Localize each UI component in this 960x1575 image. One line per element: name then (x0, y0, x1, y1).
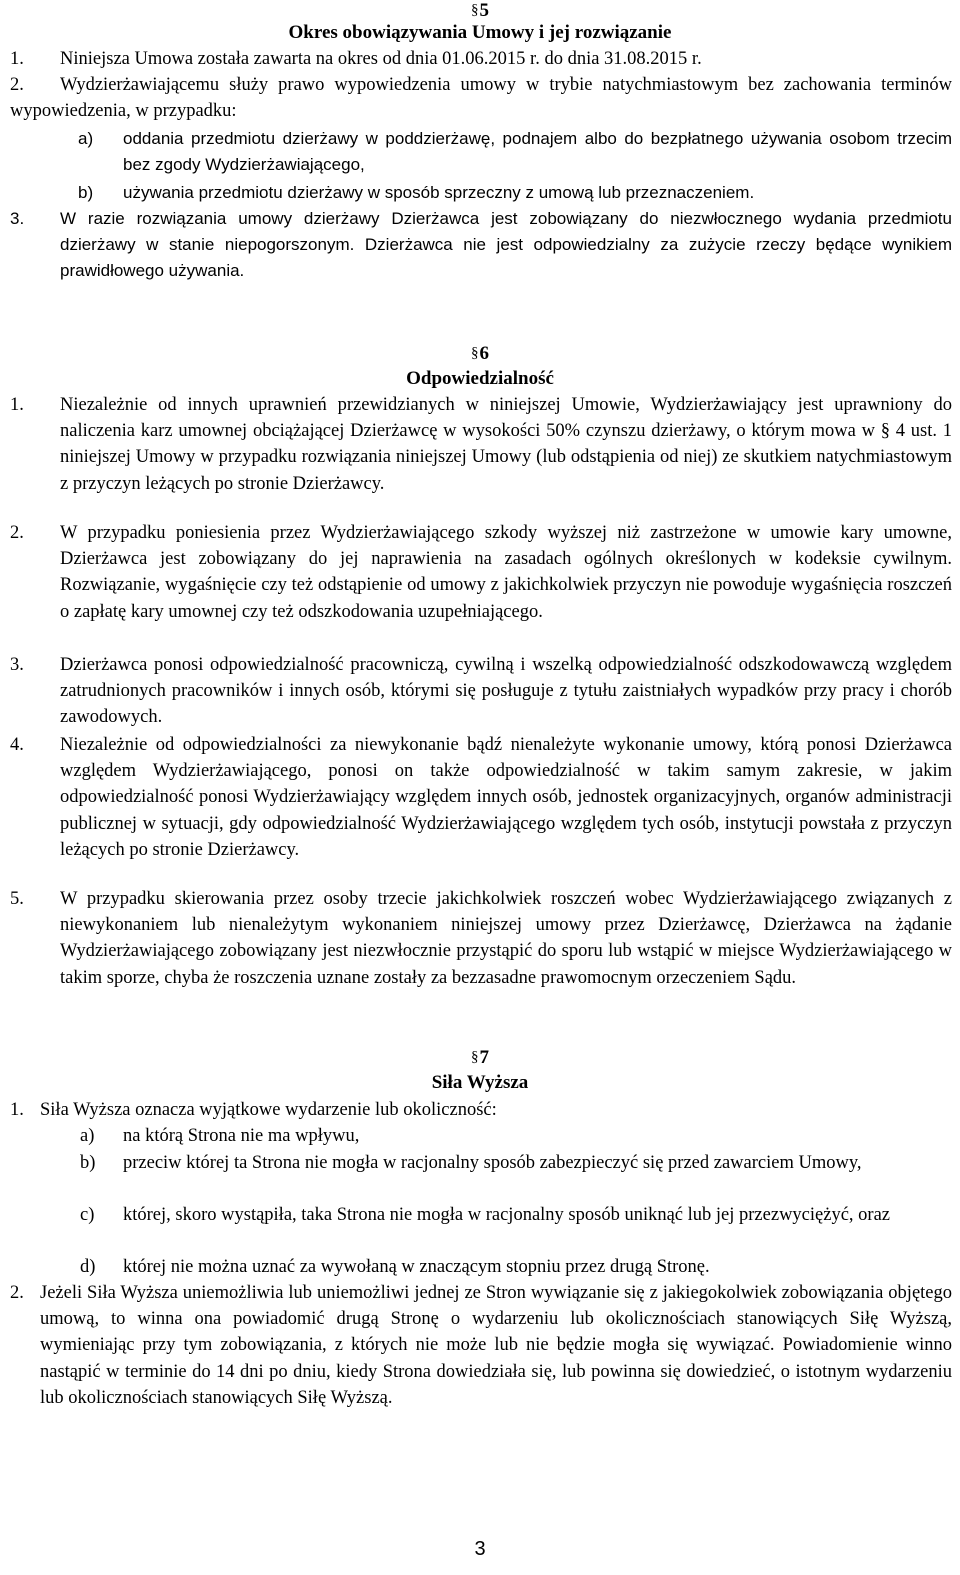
section-5-number: §5 (471, 0, 489, 21)
s6-paragraph-5: 5. W przypadku skierowania przez osoby trzecie jakichkolwiek roszczeń wobec Wydzierżawiającego związanych z niewykonaniem lub nienależytym wykonaniem niniejszej umowy przez Dzierżawcę, Dzierżawca na żądanie Wydzierżawiającego zobowiązany jest niezwłocznie przystąpić do sporu lub wstąpić w miejsce Wydzierżawiającego w takim sporze, chyba że roszczenia uznane zostały za bezzasadne prawomocnym orzeczeniem Sądu. (10, 889, 952, 988)
section-7-number: §7 (471, 1047, 489, 1068)
section-sign: § (471, 2, 479, 18)
section-sign: § (471, 345, 479, 361)
section-sign: § (471, 1049, 479, 1065)
s7-item-d: d) której nie można uznać za wywołaną w znaczącym stopniu przez drugą Stronę. (80, 1257, 710, 1277)
s6-paragraph-4: 4. Niezależnie od odpowiedzialności za niewykonanie bądź nienależyte wykonanie umowy, którą ponosi Dzierżawca względem Wydzierżawiającego, ponosi on także odpowiedzialność w takim samym zakresie, w jakim odpowiedzialność ponosi Wydzierżawiający względem innych osób, jednostek organizacyjnych, organów administracji publicznej w sytuacji, gdy odpowiedzialność Wydzierżawiającego względem tych osób, instytucji powstała z przyczyn leżących po stronie Dzierżawcy. (10, 735, 952, 860)
section-6-number: §6 (471, 343, 489, 364)
s7-item-a: a) na którą Strona nie ma wpływu, (80, 1126, 360, 1146)
s7-item-b: b) przeciw której ta Strona nie mogła w racjonalny sposób zabezpieczyć się przed zawarciem Umowy, (80, 1153, 862, 1173)
s6-paragraph-3: 3. Dzierżawca ponosi odpowiedzialność pracowniczą, cywilną i wszelką odpowiedzialność odszkodowawczą względem zatrudnionych pracowników i innych osób, którymi się posługuje z tytułu zaistniałych wypadków przy pracy i chorób zawodowych. (10, 655, 952, 728)
s6-paragraph-1: 1. Niezależnie od innych uprawnień przewidzianych w niniejszej Umowie, Wydzierżawiający jest uprawniony do naliczenia karz umownej obciążającej Dzierżawcę w wysokości 50% czynszu dzierżawy, o którym mowa w § 4 ust. 1 niniejszej Umowy w przypadku rozwiązania niniejszej Umowy (lub odstąpienia od niej) ze skutkiem natychmiastowym z przyczyn leżących po stronie Dzierżawcy. (10, 395, 952, 494)
section-6-title: Odpowiedzialność (406, 368, 554, 389)
s7-paragraph-2: 2. Jeżeli Siła Wyższa uniemożliwia lub uniemożliwi jednej ze Stron wywiązanie się z jakiegokolwiek zobowiązania objętego umową, to winna ona powiadomić drugą Stronę o wydarzeniu lub okolicznościach stanowiących Siłę Wyższą, wymieniając przy tym zobowiązania, z których nie może lub nie będzie mogła się wywiązać. Powiadomienie winno nastąpić w terminie do 14 dni po dniu, kiedy Strona dowiedziała się, lub powinna się dowiedzieć, o istotnym wydarzeniu lub okolicznościach stanowiących Siłę Wyższą. (10, 1283, 952, 1408)
s6-paragraph-2: 2. W przypadku poniesienia przez Wydzierżawiającego szkody wyższej niż zastrzeżone w umowie kary umowne, Dzierżawca jest zobowiązany do jej naprawienia na zasadach ogólnych określonych w kodeksie cywilnym. Rozwiązanie, wygaśnięcie czy też odstąpienie od umowy z jakichkolwiek przyczyn nie powoduje wygaśnięcia roszczeń o zapłatę kary umownej czy też odszkodowania uzupełniającego. (10, 523, 952, 622)
s5-item-b: b) używania przedmiotu dzierżawy w sposób sprzeczny z umową lub przeznaczeniem. (78, 183, 755, 202)
section-7-title: Siła Wyższa (431, 1072, 529, 1093)
s5-paragraph-2: 2. Wydzierżawiającemu służy prawo wypowiedzenia umowy w trybie natychmiastowym bez zachowania terminów wypowiedzenia, w przypadku: (10, 75, 952, 122)
s7-item-c: c) której, skoro wystąpiła, taka Strona nie mogła w racjonalny sposób uniknąć lub jej przezwyciężyć, oraz (80, 1205, 890, 1225)
s5-paragraph-3: 3. W razie rozwiązania umowy dzierżawy Dzierżawca jest zobowiązany do niezwłocznego wydania przedmiotu dzierżawy w stanie niepogorszonym. Dzierżawca nie jest odpowiedzialny za zużycie rzeczy będące wynikiem prawidłowego używania. (10, 209, 952, 281)
s5-paragraph-1: 1. Niniejsza Umowa została zawarta na okres od dnia 01.06.2015 r. do dnia 31.08.2015 r. (10, 49, 702, 69)
page-number: 3 (474, 1538, 486, 1560)
s7-paragraph-1: 1. Siła Wyższa oznacza wyjątkowe wydarzenie lub okoliczność: (10, 1100, 497, 1120)
s5-item-a: a) oddania przedmiotu dzierżawy w poddzierżawę, podnajem albo do bezpłatnego używania osobom trzecim bez zgody Wydzierżawiającego, (78, 129, 952, 175)
section-5-title: Okres obowiązywania Umowy i jej rozwiązanie (288, 22, 672, 43)
